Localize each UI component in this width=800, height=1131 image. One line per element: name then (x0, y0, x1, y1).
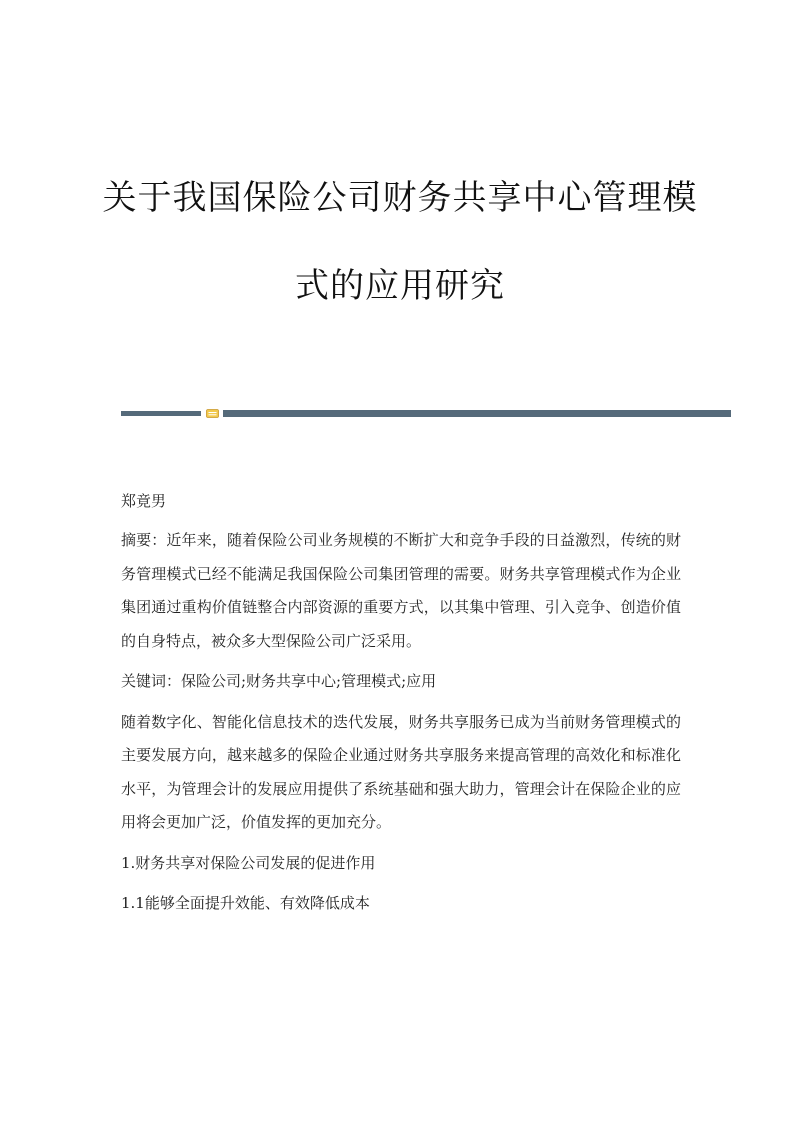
author-name: 郑竟男 (121, 492, 167, 510)
section-heading-1-1: 1.1能够全面提升效能、有效降低成本 (121, 894, 370, 912)
document-body (121, 490, 681, 921)
divider-ornament-icon (206, 409, 219, 418)
title-block (0, 178, 800, 306)
divider-bar-left (121, 411, 201, 416)
document-title-line-1: 关于我国保险公司财务共享中心管理模 (102, 178, 698, 218)
document-title-line-2: 式的应用研究 (295, 266, 505, 306)
body-paragraph: 随着数字化、智能化信息技术的迭代发展，财务共享服务已成为当前财务管理模式的主要发展方向，越来越多的保险企业通过财务共享服务来提高管理的高效化和标准化水平，为管理会计的发展应用提供了系统基础和强大助力，管理会计在保险企业的应用将会更加广泛，价值发挥的更加充分。 (121, 712, 681, 831)
section-heading-1: 1.财务共享对保险公司发展的促进作用 (121, 853, 376, 872)
abstract-paragraph: 摘要：近年来，随着保险公司业务规模的不断扩大和竞争手段的日益激烈，传统的财务管理模式已经不能满足我国保险公司集团管理的需要。财务共享管理模式作为企业集团通过重构价值链整合内部资源的重要方式，以其集中管理、引入竞争、创造价值的自身特点，被众多大型保险公司广泛采用。 (121, 531, 681, 650)
keywords-line: 关键词：保险公司;财务共享中心;管理模式;应用 (121, 672, 437, 690)
divider-bar-right (223, 410, 731, 417)
title-divider (121, 409, 731, 417)
